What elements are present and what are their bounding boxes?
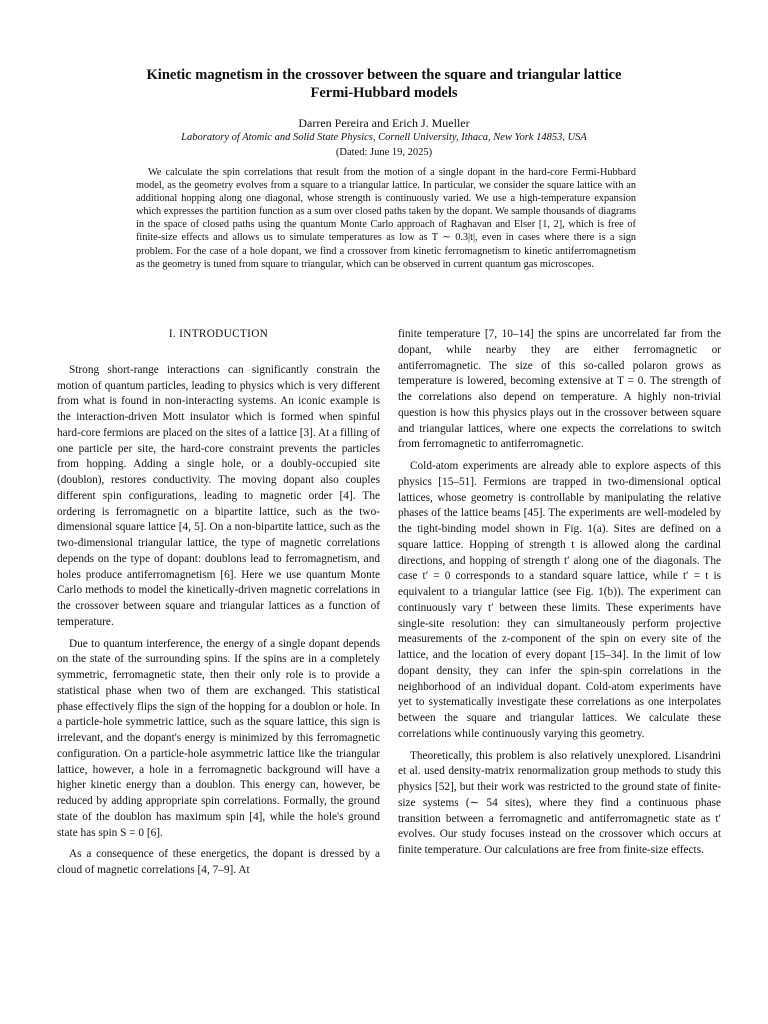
authors: Darren Pereira and Erich J. Mueller xyxy=(298,116,470,130)
paragraph-6: Theoretically, this problem is also relatively unexplored. Lisandrini et al. used density-matrix renormalization group methods to study this physics [52], but their work was restricted to the ground state of finite-size systems (∼ 54 sites), where they find a continuous phase transition between a ferromagnetic and antiferromagnetic state as t′ evolves. Our study focuses instead on the crossover which occurs at finite temperature. Our calculations are free from finite-size effects. xyxy=(398,749,721,856)
left-column xyxy=(57,327,380,885)
paragraph-5: Cold-atom experiments are already able to explore aspects of this physics [15–51]. Fermions are trapped in two-dimensional optical lattices, whose geometry is controllable by manipulating the relative phases of the lattice beams [45]. The experiments are well-modeled by the tight-binding model shown in Fig. 1(a). Sites are defined on a square lattice. Hopping of strength t is allowed along the cardinal directions, and hopping of strength t′ along one of the diagonals. The case t′ = 0 corresponds to a standard square lattice, while t′ = t is equivalent to a triangular lattice (see Fig. 1(b)). The experiment can continuously vary t′ between these limits. These experiments have single-site resolution: they can simultaneously perform projective measurements of the z-component of the spin on every site of the lattice, and the location of every dopant [15–34]. In the limit of low dopant density, they can infer the spin-spin correlations in the neighborhood of an individual dopant. Cold-atom experiments have yet to systematically investigate these correlations as one interpolates between the square and triangular lattices. We calculate these correlations while continuously varying this geometry. xyxy=(398,460,721,740)
paragraph-4: finite temperature [7, 10–14] the spins are uncorrelated far from the dopant, while nearby they are either ferromagnetic or antiferromagnetic. The size of this so-called polaron grows as temperature is lowered, becoming extensive at T = 0. The strength of the correlations also depend on temperature. A highly non-trivial question is how this physics plays out in the crossover between square and triangular lattices, where one expects the correlations to switch from ferromagnetic to antiferromagnetic. xyxy=(398,328,721,451)
paragraph-3: As a consequence of these energetics, the dopant is dressed by a cloud of magnetic correlations [4, 7–9]. At xyxy=(57,848,380,876)
affiliation: Laboratory of Atomic and Solid State Physics, Cornell University, Ithaca, New York 14853, USA xyxy=(181,132,587,143)
paper-title xyxy=(60,66,708,102)
paragraph-1: Strong short-range interactions can significantly constrain the motion of quantum particles, leading to physics which is very different from what is found in non-interacting systems. An iconic example is the interaction-driven Mott insulator which is formed when spinful hard-core fermions are placed on the sites of a lattice [3]. At a filling of one particle per site, the hard-core constraint prevents the particles from hopping. Adding a single hole, or a doubly-occupied site (doublon), restores conductivity. The moving dopant also couples different spin configurations, leading to magnetic order [4]. The ordering is ferromagnetic on a bipartite lattice, such as the two-dimensional square lattice [4, 5]. On a non-bipartite lattice, such as the two-dimensional triangular lattice, the type of magnetic correlations depends on the type of dopant: doublons lead to ferromagnetism, and holes produce antiferromagnetism [6]. Here we use quantum Monte Carlo methods to model the kinetically-driven magnetic correlations in the crossover between square and triangular lattices as a function of temperature. xyxy=(57,363,380,628)
section-heading-introduction: I. INTRODUCTION xyxy=(168,328,269,340)
abstract xyxy=(136,166,636,271)
paragraph-2: Due to quantum interference, the energy of a single dopant depends on the state of the surrounding spins. If the spins are in a completely symmetric, ferromagnetic state, then their only role is to provide a statistical phase when two of them are exchanged. This statistical phase effectively flips the sign of the hopping for a doublon or hole. In a particle-hole symmetric lattice, such as the square lattice, this sign is irrelevant, and the dopant's energy is minimized by this ferromagnetic configuration. On a particle-hole asymmetric lattice like the triangular lattice, however, a hole in a ferromagnetic background will have a higher kinetic energy than a doublon. This energy can, however, be reduced by adding appropriate spin correlations. Formally, the ground state of the doublon has maximum spin [4], while the hole's ground state has spin S = 0 [6]. xyxy=(57,637,380,839)
title-line-2: Fermi-Hubbard models xyxy=(310,85,458,101)
right-column xyxy=(398,327,721,865)
title-line-1: Kinetic magnetism in the crossover between the square and triangular lattice xyxy=(146,67,622,83)
date-line: (Dated: June 19, 2025) xyxy=(335,147,433,158)
abstract-text: We calculate the spin correlations that result from the motion of a single dopant in the hard-core Fermi-Hubbard model, as the geometry evolves from a square to a triangular lattice. In particular, we consider the square lattice with an additional hopping along one diagonal, whose strength is continuously varied. We use a high-temperature expansion which expresses the partition function as a sum over closed paths taken by the dopant. We sample thousands of diagrams in the space of closed paths using the quantum Monte Carlo approach of Raghavan and Elser [1, 2], which is free of finite-size effects and allows us to simulate temperatures as low as T ∼ 0.3|t|, even in cases where there is a sign problem. For the case of a hole dopant, we find a crossover from kinetic ferromagnetism to kinetic antiferromagnetism as the geometry is tuned from square to triangular, which can be observed in current quantum gas microscopes. xyxy=(136,167,636,270)
